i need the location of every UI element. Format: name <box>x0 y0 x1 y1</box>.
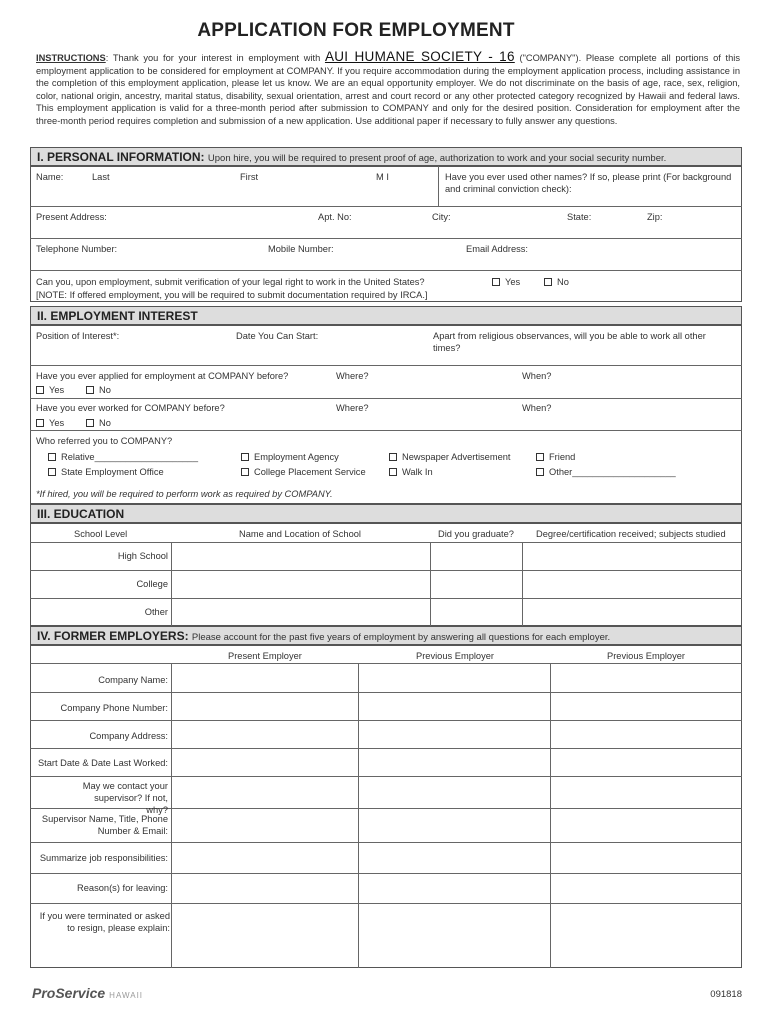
edu-row-other: Other <box>144 607 168 617</box>
ref-newspaper-checkbox[interactable]: Newspaper Advertisement <box>389 451 511 463</box>
employers-note: Please account for the past five years of employment by answering all questions for each employer. <box>191 632 611 643</box>
verify-yes-checkbox[interactable]: Yes <box>492 276 520 288</box>
start-date-field[interactable]: Date You Can Start: <box>236 331 319 341</box>
checkbox-icon <box>36 386 44 394</box>
email-field[interactable]: Email Address: <box>466 244 529 254</box>
verify-no-checkbox[interactable]: No <box>544 276 569 288</box>
worked-yes-checkbox[interactable]: Yes <box>36 417 64 429</box>
verify-note: [NOTE: If offered employment, you will be required to submit documentation required by IRCA.] <box>36 290 428 300</box>
worked-question: Have you ever worked for COMPANY before? <box>36 403 225 413</box>
last-name-field[interactable]: Last <box>92 172 110 182</box>
verify-question: Can you, upon employment, submit verification of your legal right to work in the United States? <box>36 277 425 287</box>
address-field[interactable]: Present Address: <box>36 212 107 222</box>
edu-col-level: School Level <box>74 529 128 539</box>
edu-row-highschool: High School <box>117 551 168 561</box>
checkbox-icon <box>389 453 397 461</box>
checkbox-icon <box>536 468 544 476</box>
zip-field[interactable]: Zip: <box>647 212 663 222</box>
applied-when-field[interactable]: When? <box>522 371 552 381</box>
emp-col-previous-1: Previous Employer <box>416 651 495 661</box>
emp-col-present: Present Employer <box>228 651 302 661</box>
telephone-field[interactable]: Telephone Number: <box>36 244 118 254</box>
form-code: 091818 <box>710 989 742 1000</box>
instructions-post: ("COMPANY"). Please complete all portions of this employment application to be considered for employment at COMPANY. If you require accommodation during the employment application process, including assistance in the completion of this employment application, please let us know. We are an equal opportunity employer. We do not discriminate on the basis of age, race, sex, religion, color, national origin, ancestry, marital status, disability, sexual orientation, arrest and court record or any other protected category recognized by Hawaii and federal laws. This employment application is valid for a three-month period after submission to COMPANY and only for the desired position. Consideration for employment after the three-month period requires completion and submission of a new application. Use additional paper if necessary to fully answer any questions. <box>36 53 740 126</box>
hire-footnote: *If hired, you will be required to perform work as required by COMPANY. <box>36 489 333 499</box>
instructions <box>36 51 740 127</box>
personal-info-header <box>30 147 742 166</box>
mobile-field[interactable]: Mobile Number: <box>268 244 334 254</box>
checkbox-icon <box>241 453 249 461</box>
edu-col-degree: Degree/certification received; subjects studied <box>536 529 726 539</box>
checkbox-icon <box>241 468 249 476</box>
emp-row-reasons: Reason(s) for leaving: <box>77 883 168 893</box>
applied-where-field[interactable]: Where? <box>336 371 369 381</box>
employers-header <box>30 626 742 645</box>
state-field[interactable]: State: <box>567 212 592 222</box>
checkbox-icon <box>86 419 94 427</box>
ref-agency-checkbox[interactable]: Employment Agency <box>241 451 339 463</box>
checkbox-icon <box>48 468 56 476</box>
edu-col-school: Name and Location of School <box>239 529 361 539</box>
other-names-field[interactable]: Have you ever used other names? If so, please print (For background and criminal conviction check): <box>445 172 732 194</box>
instructions-label: INSTRUCTIONS <box>36 53 106 63</box>
employers-heading: IV. FORMER EMPLOYERS: <box>37 629 189 643</box>
company-name-field[interactable]: AUI HUMANE SOCIETY - 16 <box>324 49 515 64</box>
middle-initial-field[interactable]: M I <box>376 172 389 182</box>
ref-state-office-checkbox[interactable]: State Employment Office <box>48 466 164 478</box>
emp-row-responsibilities: Summarize job responsibilities: <box>39 853 168 863</box>
ref-friend-checkbox[interactable]: Friend <box>536 451 575 463</box>
applied-no-checkbox[interactable]: No <box>86 384 111 396</box>
emp-row-company-name: Company Name: <box>98 675 168 685</box>
education-heading: III. EDUCATION <box>37 507 125 521</box>
checkbox-icon <box>536 453 544 461</box>
ref-college-checkbox[interactable]: College Placement Service <box>241 466 366 478</box>
referred-question: Who referred you to COMPANY? <box>36 436 173 446</box>
education-header <box>30 504 742 523</box>
ref-walkin-checkbox[interactable]: Walk In <box>389 466 433 478</box>
applied-yes-checkbox[interactable]: Yes <box>36 384 64 396</box>
worked-where-field[interactable]: Where? <box>336 403 369 413</box>
interest-heading: II. EMPLOYMENT INTEREST <box>37 309 198 323</box>
emp-row-company-address: Company Address: <box>89 731 168 741</box>
emp-row-dates: Start Date & Date Last Worked: <box>37 758 168 768</box>
personal-note: Upon hire, you will be required to present proof of age, authorization to work and your social security number. <box>207 153 667 164</box>
emp-row-contact: May we contact your supervisor? If not, why? <box>82 781 168 815</box>
employment-interest-header <box>30 306 742 325</box>
edu-col-graduate: Did you graduate? <box>438 529 514 539</box>
instructions-pre: : Thank you for your interest in employment with <box>105 53 321 63</box>
checkbox-icon <box>389 468 397 476</box>
form-title: APPLICATION FOR EMPLOYMENT <box>197 20 515 41</box>
checkbox-icon <box>48 453 56 461</box>
name-label: Name: <box>36 172 64 182</box>
proservice-logo: ProService HAWAII <box>32 985 144 1001</box>
religious-field[interactable]: Apart from religious observances, will you be able to work all other times? <box>433 331 706 353</box>
checkbox-icon <box>86 386 94 394</box>
ref-other-checkbox[interactable]: Other____________________ <box>536 466 676 478</box>
position-field[interactable]: Position of Interest*: <box>36 331 120 341</box>
worked-no-checkbox[interactable]: No <box>86 417 111 429</box>
emp-row-company-phone: Company Phone Number: <box>60 703 168 713</box>
apt-field[interactable]: Apt. No: <box>318 212 352 222</box>
personal-heading: I. PERSONAL INFORMATION: <box>37 150 205 164</box>
checkbox-icon <box>492 278 500 286</box>
applied-question: Have you ever applied for employment at COMPANY before? <box>36 371 289 381</box>
emp-row-terminated: If you were terminated or asked to resign, please explain: <box>39 911 170 933</box>
checkbox-icon <box>36 419 44 427</box>
edu-row-college: College <box>136 579 168 589</box>
emp-col-previous-2: Previous Employer <box>607 651 686 661</box>
city-field[interactable]: City: <box>432 212 451 222</box>
ref-relative-checkbox[interactable]: Relative____________________ <box>48 451 198 463</box>
worked-when-field[interactable]: When? <box>522 403 552 413</box>
emp-row-supervisor: Supervisor Name, Title, Phone Number & Email: <box>41 814 168 836</box>
first-name-field[interactable]: First <box>240 172 259 182</box>
checkbox-icon <box>544 278 552 286</box>
